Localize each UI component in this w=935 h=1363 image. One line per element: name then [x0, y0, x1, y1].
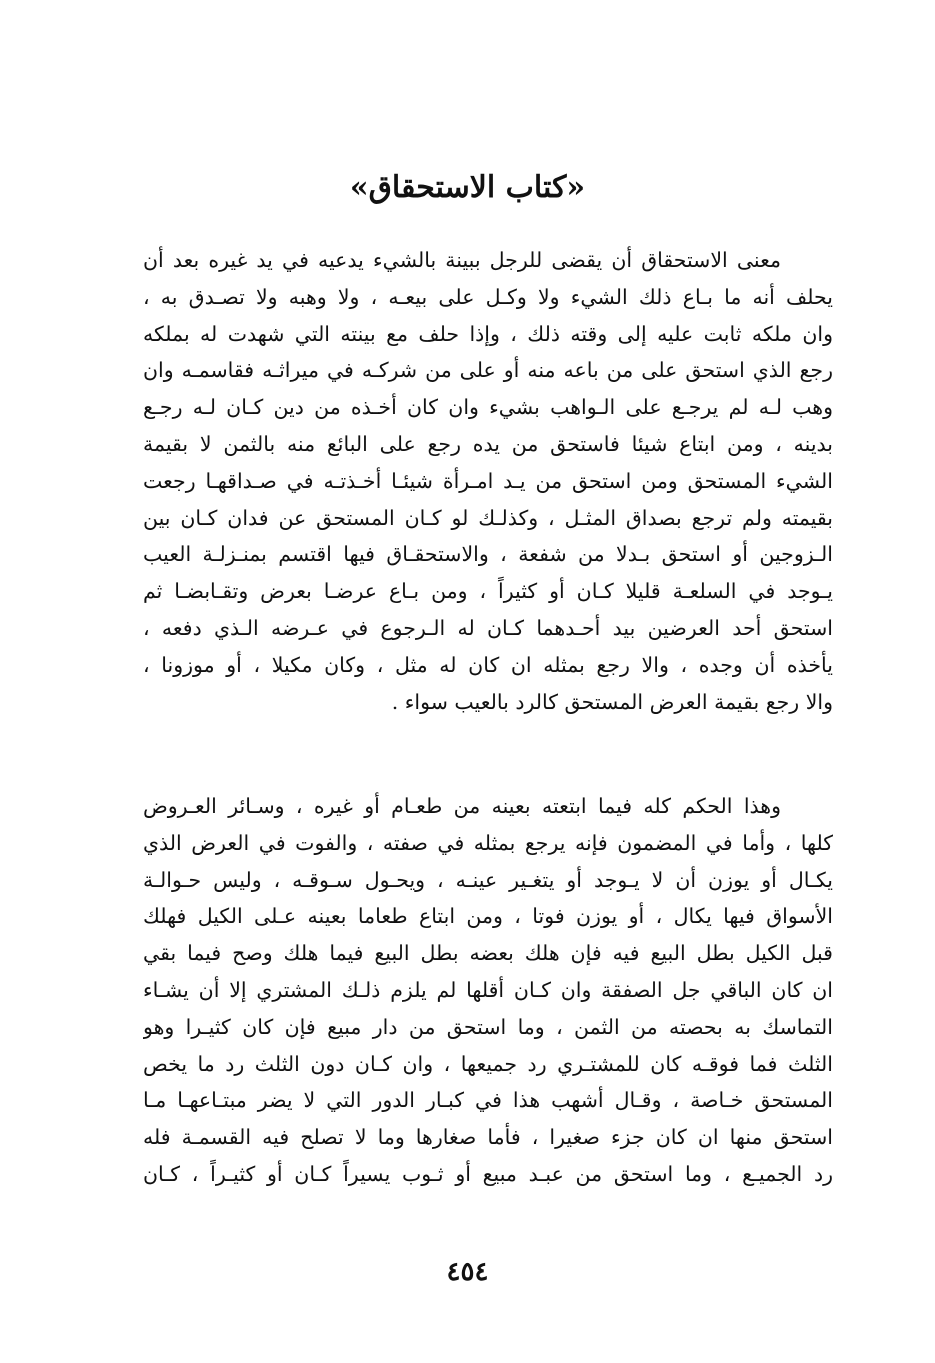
text-line: معنى الاستحقاق أن يقضى للرجل ببينة بالشيء يدعيه في يد غيره بعد أن: [143, 248, 781, 272]
text-line: الأسواق فيها يكال ، أو يوزن فوتا ، ومن ابتاع طعاما بعينه عـلى الكيل فهلك: [143, 904, 833, 929]
text-line: استحق أحد العرضين بيد أحـدهما كـان له الـرجوع في عـرضه الـذي دفعه ،: [143, 615, 833, 640]
text-line: يأخذه أن وجده ، والا رجع بمثله ان كان له مثل ، وكان مكيلا ، أو موزونا ،: [143, 652, 833, 677]
text-line: كلها ، وأما في المضمون فإنه يرجع بمثله في صفته ، والفوت في العرض الذي: [143, 830, 833, 855]
text-line: التماسك به بحصته من الثمن ، وما استحق من دار مبيع فإن كان كثيـرا وهو: [143, 1014, 833, 1039]
text-line: استحق منها ان كان جزء صغيرا ، فأما صغارها وما لا تصلح فيه القسمـة فله: [143, 1125, 833, 1150]
text-line: يحلف أنه ما بـاع ذلك الشيء ولا وكـل على بيعـه ، ولا وهبه ولا تصـدق به ،: [143, 284, 833, 309]
text-line: رجع الذي استحق على من باعه منه أو على من شركـه في ميراثـه فقاسمـه وان: [143, 358, 833, 383]
text-line: الـزوجين أو استحق بـدلا من شفعة ، والاستحقـاق فيها اقتسم بمنـزلـة العيب: [143, 542, 833, 567]
text-line: المستحق خـاصة ، وقـال أشهب هذا في كبـار الدور التي لا يضر مبتـاعهـا مـا: [143, 1088, 833, 1113]
chapter-title: «كتاب الاستحقاق»: [349, 170, 586, 205]
text-line: الشيء المستحق ومن استحق من يـد امـرأة شيئـا أخـذتـه في صـداقهـا رجعت: [143, 468, 833, 493]
text-line: قبل الكيل بطل البيع فيه فإن هلك بعضه بطل البيع فيما هلك وصح فيما بقي: [143, 941, 833, 966]
text-line: يكـال أو يوزن أن لا يـوجد أو يتغـير عينـه ، ويحـول سـوقـه ، وليس حـوالـة: [143, 867, 833, 892]
text-line: وان ملكه ثابت عليه إلى وقته ذلك ، وإذا حلف مع بينته التي شهدت له بملكه: [143, 321, 833, 346]
page-number: ٤٥٤: [446, 1257, 489, 1287]
text-line: وهب لـه لم يرجـع على الـواهب بشيء وان كان أخـذه من دين كـان لـه رجـع: [143, 395, 833, 420]
text-line: ان كان الباقي جل الصفقة وان كـان أقلها لم يلزم ذلـك المشتري إلا أن يشـاء: [143, 977, 833, 1002]
text-line: بقيمته ولم ترجع بصداق المثـل ، وكذلـك لو كـان المستحق عن فدان كـان بين: [143, 505, 833, 530]
text-line: الثلث فما فوقـه كان للمشتـري رد جميعها ، وان كـان دون الثلث رد ما يخص: [143, 1051, 833, 1076]
paragraph-1: [143, 242, 833, 720]
text-line: رد الجميـع ، وما استحق من عبـد مبيع أو ثـوب يسيراً كـان أو كثيـراً ، كـان: [143, 1161, 833, 1186]
paragraph-2: [143, 788, 833, 1193]
text-line: يـوجد في السلعـة قليلا كـان أو كثيراً ، ومن بـاع عرضـا بعرض وتقـابضـا ثم: [143, 579, 833, 604]
text-line: وهذا الحكم كله فيما ابتعته بعينه من طعـام أو غيره ، وسـائر العـروض: [143, 794, 781, 818]
text-line: والا رجع بقيمة العرض المستحق كالرد بالعيب سواء .: [391, 689, 833, 714]
text-line: بدينه ، ومن ابتاع شيئا فاستحق من يده رجع على البائع منه بالثمن لا بقيمة: [143, 431, 833, 456]
